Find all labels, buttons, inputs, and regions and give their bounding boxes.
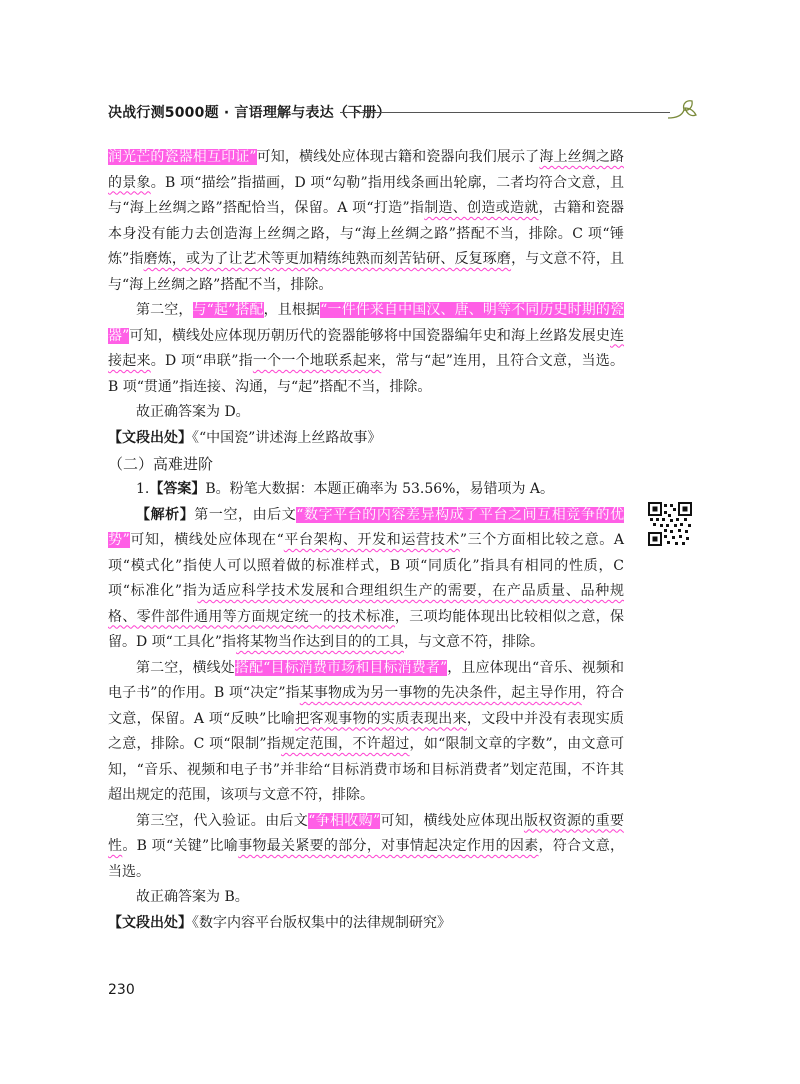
wavy-underline: 制造、创造或造就	[424, 200, 539, 216]
page-content	[108, 145, 624, 936]
highlight: 搭配“目标消费市场和目标消费者”	[234, 659, 448, 676]
wavy-underline: 一个一个地联系起来	[252, 353, 382, 369]
source-line-1: 【文段出处】《“中国瓷”讲述海上丝路故事》	[108, 429, 382, 446]
section-title: （二）高难进阶	[108, 455, 214, 473]
wavy-underline: 连接起来	[108, 327, 624, 369]
header-rule	[340, 112, 670, 113]
highlight: “争相收购”	[308, 812, 381, 829]
source-line-2: 【文段出处】《数字内容平台版权集中的法律规制研究》	[108, 914, 451, 931]
page-number: 230	[108, 982, 135, 998]
wavy-underline: 海上丝绸之路的景象	[108, 149, 624, 191]
leaf-icon	[666, 98, 700, 128]
wavy-underline: 将某物当作达到目的的工具	[236, 634, 404, 650]
question-1-answer: 1.【答案】B。粉笔大数据：本题正确率为 53.56%，易错项为 A。	[136, 481, 555, 497]
paragraph-1: 润光芒的瓷器相互印证”可知，横线处应体现古籍和瓷器向我们展示了海上丝绸之路的景象。B 项“描绘”指描画，D 项“勾勒”指用线条画出轮廓，二者均符合文意，且与“海上丝绸之路”搭配恰当，保留。A 项“打造”指制造、创造或造就，古籍和瓷器本身没有能力去创造海上丝绸之路，与“海上丝绸之路”搭配不当，排除。C 项“锤炼”指磨炼，或为了让艺术等更加精练纯熟而刻苦钻研、反复琢磨，与文意不符，且与“海上丝绸之路”搭配不当，排除。	[108, 149, 625, 293]
paragraph-5: 第三空，代入验证。由后文“争相收购”可知，横线处应体现出版权资源的重要性。B 项“关键”比喻事物最关紧要的部分，对事情起决定作用的因素，符合文意，当选。	[108, 812, 625, 880]
wavy-underline: 版权资源的重要性	[108, 812, 624, 854]
paragraph-2: 第二空，与“起”搭配，且根据“一件件来自中国汉、唐、明等不同历史时期的瓷器”可知，横线处应体现历朝历代的瓷器能够将中国瓷器编年史和海上丝路发展史连接起来。D 项“串联”指一个一个地联系起来，常与“起”连用，且符合文意，当选。B 项“贯通”指连接、沟通，与“起”搭配不当，排除。	[108, 302, 625, 395]
highlight: 润光芒的瓷器相互印证”	[108, 149, 257, 165]
header-title: 决战行测5000题 · 言语理解与表达（下册）	[108, 105, 391, 121]
highlight: “一件件来自中国汉、唐、明等不同历史时期的瓷器”	[108, 302, 625, 344]
wavy-underline: 磨炼，或为了让艺术等更加精练纯熟而刻苦钻研、反复琢磨	[143, 251, 512, 267]
answer-line-1: 故正确答案为 D。	[136, 404, 250, 420]
wavy-underline: 事物最关紧要的部分，对事情起决定作用的因素	[238, 838, 539, 854]
paragraph-4: 第二空，横线处搭配“目标消费市场和目标消费者”，且应体现出“音乐、视频和电子书”的作用。B 项“决定”指某事物成为另一事物的先决条件，起主导作用，符合文意，保留。A 项“反映”比喻把客观事物的实质表现出来，文段中并没有表现实质之意，排除。C 项“限制”指规定范围，不许超过，如“限制文章的字数”，由文意可知，“音乐、视频和电子书”并非给“目标消费市场和目标消费者”划定范围，不许其超出规定的范围，该项与文意不符，排除。	[108, 659, 625, 803]
running-header	[108, 98, 698, 128]
wavy-underline: 平台架构、开发和运营技术	[283, 532, 460, 548]
highlight: “数字平台的内容差异构成了平台之间互相竞争的优势”	[108, 506, 625, 548]
qr-code-icon[interactable]	[648, 502, 692, 546]
wavy-underline: 规定范围，不许超过	[281, 736, 410, 752]
wavy-underline: 把客观事物的实质表现出来	[295, 710, 467, 727]
analysis-paragraph: 【解析】第一空，由后文“数字平台的内容差异构成了平台之间互相竞争的优势”可知，横线处应体现在“平台架构、开发和运营技术”三个方面相比较之意。A 项“模式化”指使人可以照着做的标准样式，B 项“同质化”指具有相同的性质，C 项“标准化”指为适应科学技术发展和合理组织生产的需要，在产品质量、品种规格、零件部件通用等方面规定统一的技术标准，三项均能体现出比较相似之意，保留。D 项“工具化”指将某物当作达到目的的工具，与文意不符，排除。	[108, 506, 625, 650]
highlight: 与“起”搭配	[192, 302, 264, 318]
wavy-underline: 为适应科学技术发展和合理组织生产的需要，在产品质量、品种规格、零件部件通用等方面规定统一的技术标准	[108, 583, 624, 625]
wavy-underline: 某事物成为另一事物的先决条件，起主导作用	[299, 685, 582, 701]
answer-line-2: 故正确答案为 B。	[136, 889, 249, 905]
